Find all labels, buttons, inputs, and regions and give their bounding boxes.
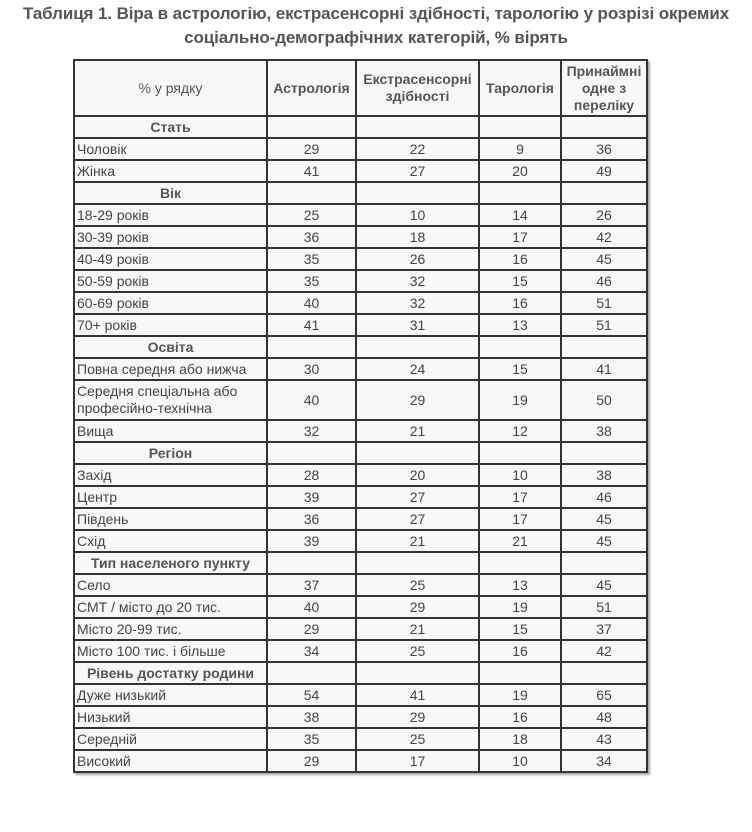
table-body	[74, 116, 647, 772]
extrasensory-value: 32	[356, 270, 479, 292]
empty-cell	[479, 336, 561, 358]
row-label: Місто 100 тис. і більше	[74, 640, 267, 662]
at-least-one-value: 50	[561, 380, 647, 420]
astrology-value: 39	[267, 486, 356, 508]
empty-cell	[479, 552, 561, 574]
row-label: 70+ років	[74, 314, 267, 336]
astrology-value: 36	[267, 508, 356, 530]
row-label: 30-39 років	[74, 226, 267, 248]
astrology-value: 29	[267, 138, 356, 160]
row-label: Низький	[74, 706, 267, 728]
row-label: Дуже низький	[74, 684, 267, 706]
empty-cell	[356, 662, 479, 684]
table-title: Таблиця 1. Віра в астрологію, екстрасенсорні здібності, тарологію у розрізі окремих соціально-демографічних категорій, % вірять	[22, 4, 730, 47]
row-label: Жінка	[74, 160, 267, 182]
tarology-value: 10	[479, 750, 561, 772]
astrology-value: 40	[267, 380, 356, 420]
extrasensory-value: 18	[356, 226, 479, 248]
tarology-value: 19	[479, 596, 561, 618]
empty-cell	[479, 182, 561, 204]
astrology-value: 35	[267, 270, 356, 292]
belief-table	[73, 59, 648, 773]
extrasensory-value: 27	[356, 486, 479, 508]
at-least-one-value: 45	[561, 508, 647, 530]
row-label: Село	[74, 574, 267, 596]
tarology-value: 20	[479, 160, 561, 182]
at-least-one-value: 45	[561, 530, 647, 552]
extrasensory-value: 25	[356, 574, 479, 596]
tarology-value: 21	[479, 530, 561, 552]
empty-cell	[267, 662, 356, 684]
astrology-value: 30	[267, 358, 356, 380]
extrasensory-value: 29	[356, 706, 479, 728]
empty-cell	[356, 116, 479, 138]
group-row	[74, 442, 647, 464]
table-row	[74, 204, 647, 226]
tarology-value: 17	[479, 226, 561, 248]
group-row	[74, 662, 647, 684]
group-row	[74, 552, 647, 574]
empty-cell	[267, 442, 356, 464]
tarology-value: 16	[479, 292, 561, 314]
tarology-value: 18	[479, 728, 561, 750]
extrasensory-value: 20	[356, 464, 479, 486]
table-row	[74, 728, 647, 750]
extrasensory-value: 17	[356, 750, 479, 772]
empty-cell	[561, 182, 647, 204]
tarology-value: 15	[479, 358, 561, 380]
extrasensory-value: 24	[356, 358, 479, 380]
table-row	[74, 486, 647, 508]
empty-cell	[267, 116, 356, 138]
empty-cell	[561, 336, 647, 358]
empty-cell	[356, 182, 479, 204]
empty-cell	[267, 552, 356, 574]
table-row	[74, 270, 647, 292]
empty-cell	[356, 442, 479, 464]
header-extrasensory: Екстрасенсорні здібності	[356, 60, 479, 116]
empty-cell	[561, 662, 647, 684]
extrasensory-value: 27	[356, 160, 479, 182]
astrology-value: 40	[267, 292, 356, 314]
extrasensory-value: 25	[356, 728, 479, 750]
empty-cell	[356, 336, 479, 358]
table-row	[74, 706, 647, 728]
astrology-value: 28	[267, 464, 356, 486]
extrasensory-value: 21	[356, 618, 479, 640]
empty-cell	[561, 552, 647, 574]
table-row	[74, 358, 647, 380]
table-row	[74, 508, 647, 530]
at-least-one-value: 38	[561, 464, 647, 486]
at-least-one-value: 26	[561, 204, 647, 226]
table-row	[74, 138, 647, 160]
empty-cell	[479, 442, 561, 464]
astrology-value: 39	[267, 530, 356, 552]
empty-cell	[267, 182, 356, 204]
group-row	[74, 116, 647, 138]
table-row	[74, 314, 647, 336]
tarology-value: 19	[479, 684, 561, 706]
header-at-least-one: Принаймні одне з переліку	[561, 60, 647, 116]
at-least-one-value: 51	[561, 596, 647, 618]
row-label: Середня спеціальна або професійно-технічна	[74, 380, 267, 420]
tarology-value: 9	[479, 138, 561, 160]
astrology-value: 54	[267, 684, 356, 706]
header-astrology: Астрологія	[267, 60, 356, 116]
empty-cell	[561, 116, 647, 138]
table-row	[74, 248, 647, 270]
table-container	[73, 59, 648, 773]
header-row	[74, 60, 647, 116]
at-least-one-value: 45	[561, 248, 647, 270]
empty-cell	[479, 116, 561, 138]
at-least-one-value: 51	[561, 292, 647, 314]
extrasensory-value: 27	[356, 508, 479, 530]
table-row	[74, 574, 647, 596]
astrology-value: 36	[267, 226, 356, 248]
group-row	[74, 182, 647, 204]
header-row-percent: % у рядку	[74, 60, 267, 116]
table-row	[74, 380, 647, 420]
row-label: Південь	[74, 508, 267, 530]
table-row	[74, 226, 647, 248]
empty-cell	[356, 552, 479, 574]
extrasensory-value: 21	[356, 420, 479, 442]
row-label: Схід	[74, 530, 267, 552]
row-label: 18-29 років	[74, 204, 267, 226]
row-label: Захід	[74, 464, 267, 486]
at-least-one-value: 43	[561, 728, 647, 750]
astrology-value: 32	[267, 420, 356, 442]
group-name: Стать	[74, 116, 267, 138]
at-least-one-value: 37	[561, 618, 647, 640]
tarology-value: 16	[479, 706, 561, 728]
table-row	[74, 750, 647, 772]
extrasensory-value: 21	[356, 530, 479, 552]
table-row	[74, 420, 647, 442]
table-row	[74, 618, 647, 640]
empty-cell	[479, 662, 561, 684]
extrasensory-value: 25	[356, 640, 479, 662]
row-label: Середній	[74, 728, 267, 750]
astrology-value: 34	[267, 640, 356, 662]
extrasensory-value: 32	[356, 292, 479, 314]
table-row	[74, 464, 647, 486]
astrology-value: 25	[267, 204, 356, 226]
row-label: Повна середня або нижча	[74, 358, 267, 380]
group-name: Тип населеного пункту	[74, 552, 267, 574]
group-name: Рівень достатку родини	[74, 662, 267, 684]
astrology-value: 41	[267, 314, 356, 336]
extrasensory-value: 10	[356, 204, 479, 226]
extrasensory-value: 29	[356, 596, 479, 618]
row-label: Місто 20-99 тис.	[74, 618, 267, 640]
extrasensory-value: 29	[356, 380, 479, 420]
group-row	[74, 336, 647, 358]
tarology-value: 13	[479, 314, 561, 336]
extrasensory-value: 26	[356, 248, 479, 270]
astrology-value: 41	[267, 160, 356, 182]
header-tarology: Тарологія	[479, 60, 561, 116]
tarology-value: 10	[479, 464, 561, 486]
row-label: 40-49 років	[74, 248, 267, 270]
tarology-value: 13	[479, 574, 561, 596]
tarology-value: 19	[479, 380, 561, 420]
table-row	[74, 530, 647, 552]
astrology-value: 37	[267, 574, 356, 596]
at-least-one-value: 46	[561, 270, 647, 292]
at-least-one-value: 42	[561, 640, 647, 662]
row-label: СМТ / місто до 20 тис.	[74, 596, 267, 618]
row-label: 50-59 років	[74, 270, 267, 292]
astrology-value: 38	[267, 706, 356, 728]
empty-cell	[561, 442, 647, 464]
astrology-value: 35	[267, 728, 356, 750]
at-least-one-value: 45	[561, 574, 647, 596]
tarology-value: 14	[479, 204, 561, 226]
table-row	[74, 292, 647, 314]
table-row	[74, 160, 647, 182]
tarology-value: 17	[479, 508, 561, 530]
table-row	[74, 640, 647, 662]
row-label: Вища	[74, 420, 267, 442]
tarology-value: 16	[479, 248, 561, 270]
extrasensory-value: 22	[356, 138, 479, 160]
at-least-one-value: 65	[561, 684, 647, 706]
tarology-value: 12	[479, 420, 561, 442]
row-label: Чоловік	[74, 138, 267, 160]
astrology-value: 35	[267, 248, 356, 270]
at-least-one-value: 46	[561, 486, 647, 508]
astrology-value: 40	[267, 596, 356, 618]
group-name: Регіон	[74, 442, 267, 464]
row-label: 60-69 років	[74, 292, 267, 314]
tarology-value: 15	[479, 270, 561, 292]
extrasensory-value: 31	[356, 314, 479, 336]
extrasensory-value: 41	[356, 684, 479, 706]
astrology-value: 29	[267, 750, 356, 772]
table-row	[74, 596, 647, 618]
group-name: Вік	[74, 182, 267, 204]
row-label: Високий	[74, 750, 267, 772]
at-least-one-value: 34	[561, 750, 647, 772]
table-row	[74, 684, 647, 706]
at-least-one-value: 42	[561, 226, 647, 248]
tarology-value: 15	[479, 618, 561, 640]
at-least-one-value: 36	[561, 138, 647, 160]
at-least-one-value: 49	[561, 160, 647, 182]
tarology-value: 16	[479, 640, 561, 662]
at-least-one-value: 38	[561, 420, 647, 442]
astrology-value: 29	[267, 618, 356, 640]
group-name: Освіта	[74, 336, 267, 358]
empty-cell	[267, 336, 356, 358]
row-label: Центр	[74, 486, 267, 508]
tarology-value: 17	[479, 486, 561, 508]
at-least-one-value: 41	[561, 358, 647, 380]
at-least-one-value: 51	[561, 314, 647, 336]
at-least-one-value: 48	[561, 706, 647, 728]
